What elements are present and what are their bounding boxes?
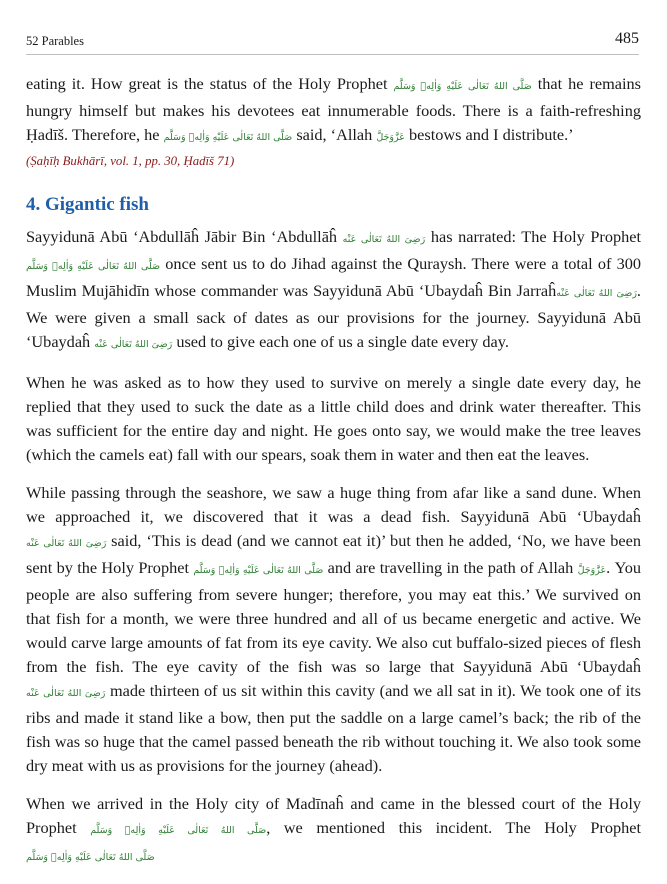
p1-text-3: once sent us to do Jihad against the Quraysh. There were a total of 300 Muslim Mujāhidīn whose commander was Sayyidunā Abū ‘Ubaydaĥ Bin Jarraĥ — [26, 254, 641, 300]
p1-text-5: used to give each one of us a single date every day. — [176, 332, 509, 351]
salutation-allah: عَزَّوَجَلَّ — [376, 132, 405, 143]
intro-text-1: eating it. How great is the status of the Holy Prophet — [26, 74, 388, 93]
p3-text-5: made thirteen of us sit within this cavity (and we all sat in it). We took one of its ribs and made it stand like a bow, then put the saddle on a large camel’s back; the rib of the fish was so huge that the camel passed beneath the rib without touching it. We also took some dry meat with us as provisions for the journey (ahead). — [26, 681, 641, 775]
salutation-companion: رَضِىَ اللهُ تَعَالٰى عَنْه — [26, 538, 107, 549]
p3-text-2: said, ‘This is dead (and we cannot eat it)’ but then he added, ‘No, we have been sent by the Holy Prophet — [26, 531, 642, 577]
page-content — [26, 72, 641, 884]
p4-text-1: When we arrived in the Holy city of Madīnaĥ and came in the blessed court of the Holy Prophet — [26, 794, 641, 837]
paragraph-3 — [26, 481, 641, 778]
intro-text-3: said, ‘Allah — [296, 125, 373, 144]
page-header — [26, 28, 639, 55]
salutation-companion: رَضِىَ اللهُ تَعَالٰى عَنْه — [26, 688, 106, 699]
p1-text-4: . We were given a small sack of dates as our provisions for the journey. Sayyidunā Abū ‘Ubaydaĥ — [26, 281, 641, 351]
intro-text-2: that he remains hungry himself but makes his devotees eat innumerable foods. There is a faith-refreshing Ḥadīš. Therefore, he — [26, 74, 642, 144]
hadith-reference: (Ṣaḥīḥ Bukhārī, vol. 1, pp. 30, Ḥadīš 71) — [26, 154, 235, 168]
section-heading: 4. Gigantic fish — [26, 194, 149, 215]
salutation-prophet: صَلَّى اللهُ تَعَالٰى عَلَيْهِ وَاٰلِهٖ وَسَلَّم — [90, 825, 267, 836]
intro-paragraph — [26, 72, 641, 150]
p3-text-1: While passing through the seashore, we saw a huge thing from afar like a sand dune. When we approached it, we discovered that it was a dead fish. Sayyidunā Abū ‘Ubaydaĥ — [26, 483, 641, 526]
intro-text-4: bestows and I distribute.’ — [409, 125, 574, 144]
salutation-prophet: صَلَّى اللهُ تَعَالٰى عَلَيْهِ وَاٰلِهٖ وَسَلَّم — [26, 852, 155, 863]
p4-text-2: , we mentioned this incident. The Holy Prophet — [266, 818, 642, 837]
paragraph-2: When he was asked as to how they used to survive on merely a single date every day, he replied that they used to suck the date as a little child does and drink water thereafter. This was sufficient for the entire day and night. He goes onto say, we would make the tree leaves (which the camels eat) fall with our spears, soak them in water and then eat the leaves. — [26, 373, 641, 464]
salutation-prophet: صَلَّى اللهُ تَعَالٰى عَلَيْهِ وَاٰلِهٖ وَسَلَّم — [393, 81, 532, 92]
p3-text-3: and are travelling in the path of Allah — [327, 558, 574, 577]
salutation-prophet: صَلَّى اللهُ تَعَالٰى عَلَيْهِ وَاٰلِهٖ وَسَلَّم — [26, 261, 161, 272]
p1-text-1: Sayyidunā Abū ‘Abdullāĥ Jābir Bin ‘Abdullāĥ — [26, 227, 338, 246]
p3-text-4: . You people are also suffering from severe hunger; therefore, you may eat this.’ We survived on that fish for a month, we were three hundred and all of us became energetic and active. We would carve large amounts of fat from its eye cavity. We also cut buffalo-sized pieces of flesh from the fish. The eye cavity of the fish was so large that Sayyidunā Abū ‘Ubaydaĥ — [26, 558, 641, 676]
book-title: 52 Parables — [26, 34, 84, 48]
salutation-companion: رَضِىَ اللهُ تَعَالٰى عَنْه — [342, 234, 426, 245]
paragraph-4 — [26, 792, 641, 870]
page-number: 485 — [615, 30, 639, 47]
salutation-companion: رَضِىَ اللهُ تَعَالٰى عَنْه — [556, 288, 637, 299]
paragraph-1 — [26, 225, 641, 357]
p1-text-2: has narrated: The Holy Prophet — [430, 227, 641, 246]
salutation-companion: رَضِىَ اللهُ تَعَالٰى عَنْه — [94, 339, 173, 350]
salutation-allah: عَزَّوَجَلَّ — [577, 565, 607, 576]
salutation-prophet: صَلَّى اللهُ تَعَالٰى عَلَيْهِ وَاٰلِهٖ وَسَلَّم — [163, 132, 293, 143]
salutation-prophet: صَلَّى اللهُ تَعَالٰى عَلَيْهِ وَاٰلِهٖ وَسَلَّم — [193, 565, 324, 576]
